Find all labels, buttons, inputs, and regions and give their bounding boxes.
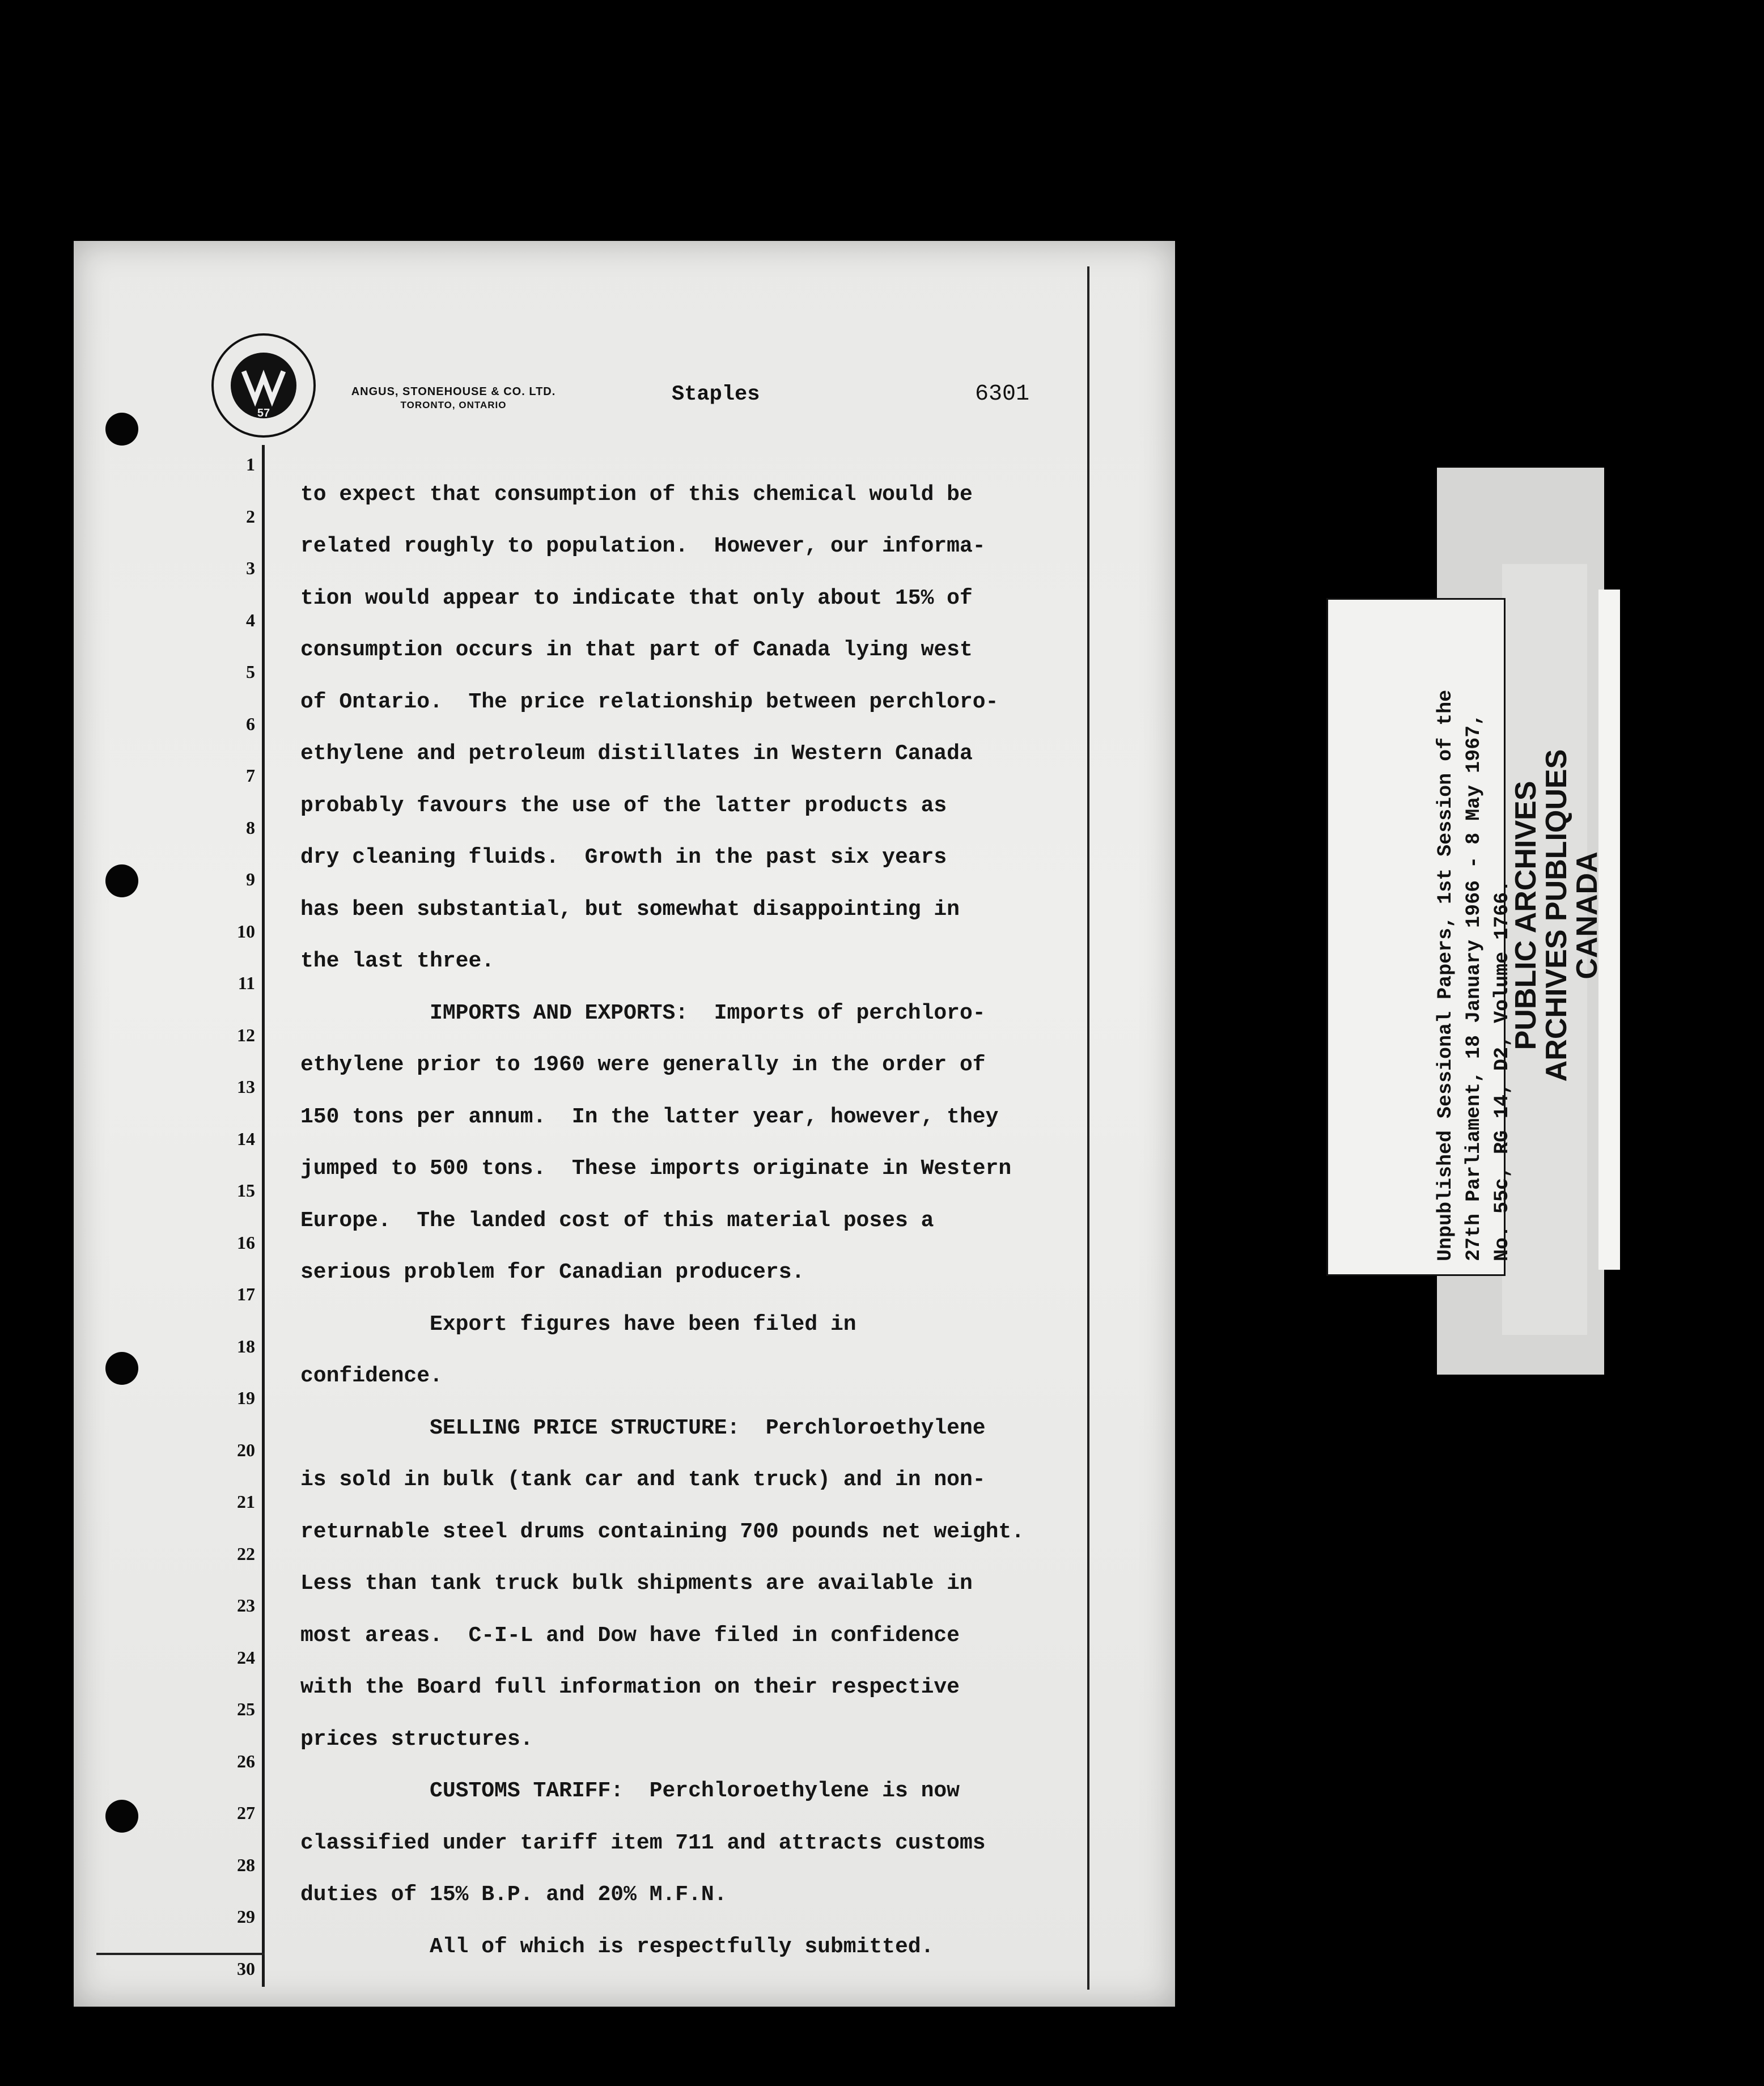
margin-rule <box>262 445 265 1987</box>
transcript-line: classified under tariff item 711 and attracts customs <box>300 1830 986 1855</box>
line-number: 1 <box>246 454 255 474</box>
line-number: 10 <box>237 921 255 942</box>
line-number: 25 <box>237 1699 255 1719</box>
line-number: 23 <box>237 1595 255 1616</box>
line-number: 14 <box>237 1128 255 1149</box>
transcript-line: of Ontario. The price relationship between perchloro- <box>300 689 999 714</box>
line-number: 26 <box>237 1750 255 1771</box>
page-number: 6301 <box>975 381 1030 407</box>
transcript-line: has been substantial, but somewhat disappointing in <box>300 897 960 922</box>
line-number: 3 <box>246 558 255 578</box>
punch-hole <box>105 413 138 446</box>
transcript-line: SELLING PRICE STRUCTURE: Perchloroethylene <box>300 1415 986 1440</box>
transcript-line: with the Board full information on their respective <box>300 1675 960 1699</box>
transcript-line: probably favours the use of the latter products as <box>300 793 947 818</box>
company-name <box>329 385 578 411</box>
line-number: 4 <box>246 609 255 630</box>
archive-note-line: No. 55c, RG 14, D2, Volume 1766. <box>1491 880 1513 1261</box>
witness-name: Staples <box>672 383 760 406</box>
transcript-line: most areas. C-I-L and Dow have filed in confidence <box>300 1623 960 1648</box>
archive-stamp-line: CANADA <box>1571 851 1604 980</box>
transcript-line: All of which is respectfully submitted. <box>300 1934 934 1959</box>
svg-text:57: 57 <box>257 407 270 419</box>
archive-note-line: Unpublished Sessional Papers, 1st Session of the <box>1434 689 1457 1261</box>
line-number: 7 <box>246 765 255 786</box>
line-number: 17 <box>237 1284 255 1304</box>
line-number: 29 <box>237 1906 255 1927</box>
line-number: 30 <box>237 1958 255 1979</box>
transcript-line: Export figures have been filed in <box>300 1312 856 1337</box>
transcript-line: jumped to 500 tons. These imports originate in Western <box>300 1156 1012 1181</box>
transcript-line: dry cleaning fluids. Growth in the past six years <box>300 845 947 870</box>
line-number: 22 <box>237 1543 255 1564</box>
punch-hole <box>105 1800 138 1833</box>
company-location-line: TORONTO, ONTARIO <box>400 400 507 410</box>
line-number: 16 <box>237 1232 255 1253</box>
line-number: 13 <box>237 1076 255 1097</box>
transcript-line: confidence. <box>300 1364 443 1388</box>
archive-reference-note <box>1431 690 1516 1261</box>
transcript-line: related roughly to population. However, our informa- <box>300 534 986 558</box>
bottom-rule <box>96 1953 265 1955</box>
line-number: 24 <box>237 1647 255 1668</box>
line-number: 18 <box>237 1335 255 1356</box>
transcript-line: Less than tank truck bulk shipments are available in <box>300 1571 973 1596</box>
transcript-line: duties of 15% B.P. and 20% M.F.N. <box>300 1883 727 1907</box>
line-number: 9 <box>246 869 255 889</box>
transcript-line: ethylene prior to 1960 were generally in the order of <box>300 1053 986 1077</box>
punch-hole <box>105 1352 138 1385</box>
line-number: 11 <box>238 973 255 993</box>
line-number: 15 <box>237 1180 255 1201</box>
archive-stamp <box>1511 720 1602 1111</box>
line-number: 2 <box>246 506 255 527</box>
transcript-line: IMPORTS AND EXPORTS: Imports of perchloro- <box>300 1000 986 1025</box>
line-number: 5 <box>246 662 255 682</box>
company-name-line: ANGUS, STONEHOUSE & CO. LTD. <box>351 385 556 398</box>
transcript-line: serious problem for Canadian producers. <box>300 1260 805 1284</box>
transcript-line: the last three. <box>300 949 495 973</box>
transcript-line: CUSTOMS TARIFF: Perchloroethylene is now <box>300 1779 960 1803</box>
line-number: 8 <box>246 817 255 838</box>
punch-hole <box>105 864 138 897</box>
transcript-line: 150 tons per annum. In the latter year, however, they <box>300 1104 999 1129</box>
line-number: 12 <box>237 1024 255 1045</box>
transcript-page <box>74 241 1175 2007</box>
line-number: 28 <box>237 1854 255 1875</box>
line-number: 19 <box>237 1388 255 1408</box>
transcript-line: returnable steel drums containing 700 pounds net weight. <box>300 1519 1025 1544</box>
transcript-line: ethylene and petroleum distillates in Western Canada <box>300 741 973 766</box>
line-number: 27 <box>237 1803 255 1823</box>
archive-note-line: 27th Parliament, 18 January 1966 - 8 May 1967, <box>1462 713 1485 1261</box>
transcript-line: tion would appear to indicate that only about 15% of <box>300 586 973 610</box>
transcript-line: prices structures. <box>300 1727 533 1752</box>
company-logo <box>210 332 317 439</box>
line-number: 20 <box>237 1439 255 1460</box>
transcript-line: Europe. The landed cost of this material poses a <box>300 1208 934 1233</box>
right-margin-rule <box>1087 266 1089 1990</box>
transcript-line: consumption occurs in that part of Canada lying west <box>300 638 973 662</box>
transcript-line: to expect that consumption of this chemical would be <box>300 482 973 507</box>
transcript-line: is sold in bulk (tank car and tank truck) and in non- <box>300 1468 986 1492</box>
archive-stamp-line: PUBLIC ARCHIVES <box>1509 781 1542 1050</box>
line-number: 6 <box>246 713 255 734</box>
line-number: 21 <box>237 1491 255 1512</box>
archive-stamp-line: ARCHIVES PUBLIQUES <box>1540 749 1573 1082</box>
